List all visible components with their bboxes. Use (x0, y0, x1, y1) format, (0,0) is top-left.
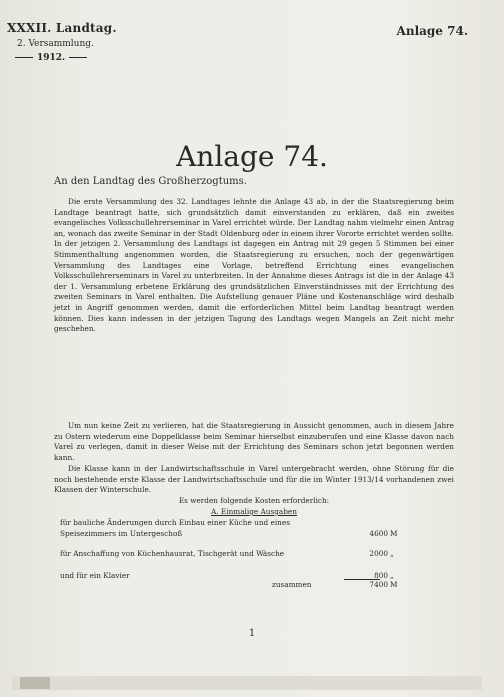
cost-total-amount: 7400 (369, 580, 388, 589)
paragraph-2-text: Um nun keine Zeit zu verlieren, hat die Staatsregierung in Aussicht genommen, auch in diesem Jahre zu Ostern wiederum eine Doppelklasse beim Seminar hierselbst einzuberufen und eine Klasse davon nach Varel zu verlegen, damit in dieser Weise mit der Errichtung des Seminars schon jetzt begonnen werden kann. (54, 421, 454, 462)
address-line: An den Landtag des Großherzogtums. (54, 176, 247, 187)
appendix-header: Anlage 74. (396, 24, 468, 38)
session-label: 2. Versammlung. (17, 39, 94, 49)
cost-unit: „ (390, 549, 394, 558)
cost-label: für Anschaffung von Küchenhausrat, Tischgerät und Wäsche (60, 549, 285, 558)
document-title (0, 140, 504, 173)
paragraph-3-text: Die Klasse kann in der Landwirtschaftsschule in Varel untergebracht werden, ohne Störung für die noch bestehende erste Klasse der Landwirtschaftsschule und für die im Winter 1913/14 vorhandenen zwei Klassen der Winterschule. (54, 464, 454, 495)
costs-intro: Es werden folgende Kosten erforderlich: (178, 496, 330, 505)
header-left (7, 22, 117, 63)
paragraph-1-text: Die erste Versammlung des 32. Landtages lehnte die Anlage 43 ab, in der die Staatsregierung beim Landtage beantragt hatte, sich grundsätzlich damit einverstanden zu erklären, daß ein zweites evangelisches Volksschullehrerseminar in Varel errichtet würde. Der Landtag nahm vielmehr einen Antrag an, wonach das zweite Seminar in der Stadt Oldenburg oder in einem ihrer Vororte errichtet werden sollte. In der jetzigen 2. Versammlung des Landtags ist dagegen ein Antrag mit 29 gegen 5 Stimmen bei einer Stimmenthaltung angenommen worden, die Staatsregierung zu ersuchen, noch der gegenwärtigen Versammlung des Landtages eine Vorlage, betreffend Errichtung eines evangelischen Volksschullehrerseminars in Varel zu unterbreiten. In der Annahme dieses Antrags ist die in der Anlage 43 der 1. Versammlung erbetene Erklärung des grundsätzlichen Einverständnisses mit der Errichtung des zweiten Seminars in Varel enthalten. Die Aufstellung genauer Pläne und Kostenanschläge wird deshalb jetzt in Angriff genommen werden, damit die erforderlichen Mittel beim Landtag beantragt werden können. Dies kann indessen in der jetzigen Tagung des Landtags wegen Mangels an Zeit nicht mehr geschehen. (54, 197, 454, 334)
cost-unit: „ (390, 571, 394, 580)
costs-section-title: A. Einmalige Ausgaben (211, 507, 297, 516)
cost-amount: 4600 (369, 528, 388, 538)
cost-unit: M (390, 528, 398, 538)
cost-amount: 800 (374, 571, 388, 580)
cost-total-label: zusammen (272, 580, 312, 589)
cost-amount: 2000 (369, 549, 388, 558)
cost-label: und für ein Klavier (60, 571, 130, 580)
year-text: 1912. (37, 53, 66, 63)
library-stamp-band (12, 676, 482, 690)
paragraph-1 (54, 197, 454, 335)
cost-total-row (60, 580, 430, 591)
title-text: Anlage 74. (176, 140, 328, 173)
year-label (11, 54, 117, 63)
cost-label: für bauliche Änderungen durch Einbau einer Küche und eines Speisezimmers im Untergeschoß (60, 518, 290, 538)
page-number: 1 (248, 628, 256, 639)
cost-row (60, 518, 430, 539)
paragraph-3 (54, 464, 454, 496)
library-logo-icon (20, 677, 50, 689)
cost-total-unit: M (390, 580, 398, 589)
paragraph-2 (54, 421, 454, 463)
landtag-title: XXXII. Landtag. (7, 21, 117, 35)
cost-row (60, 549, 430, 560)
stamp-band (12, 676, 482, 690)
